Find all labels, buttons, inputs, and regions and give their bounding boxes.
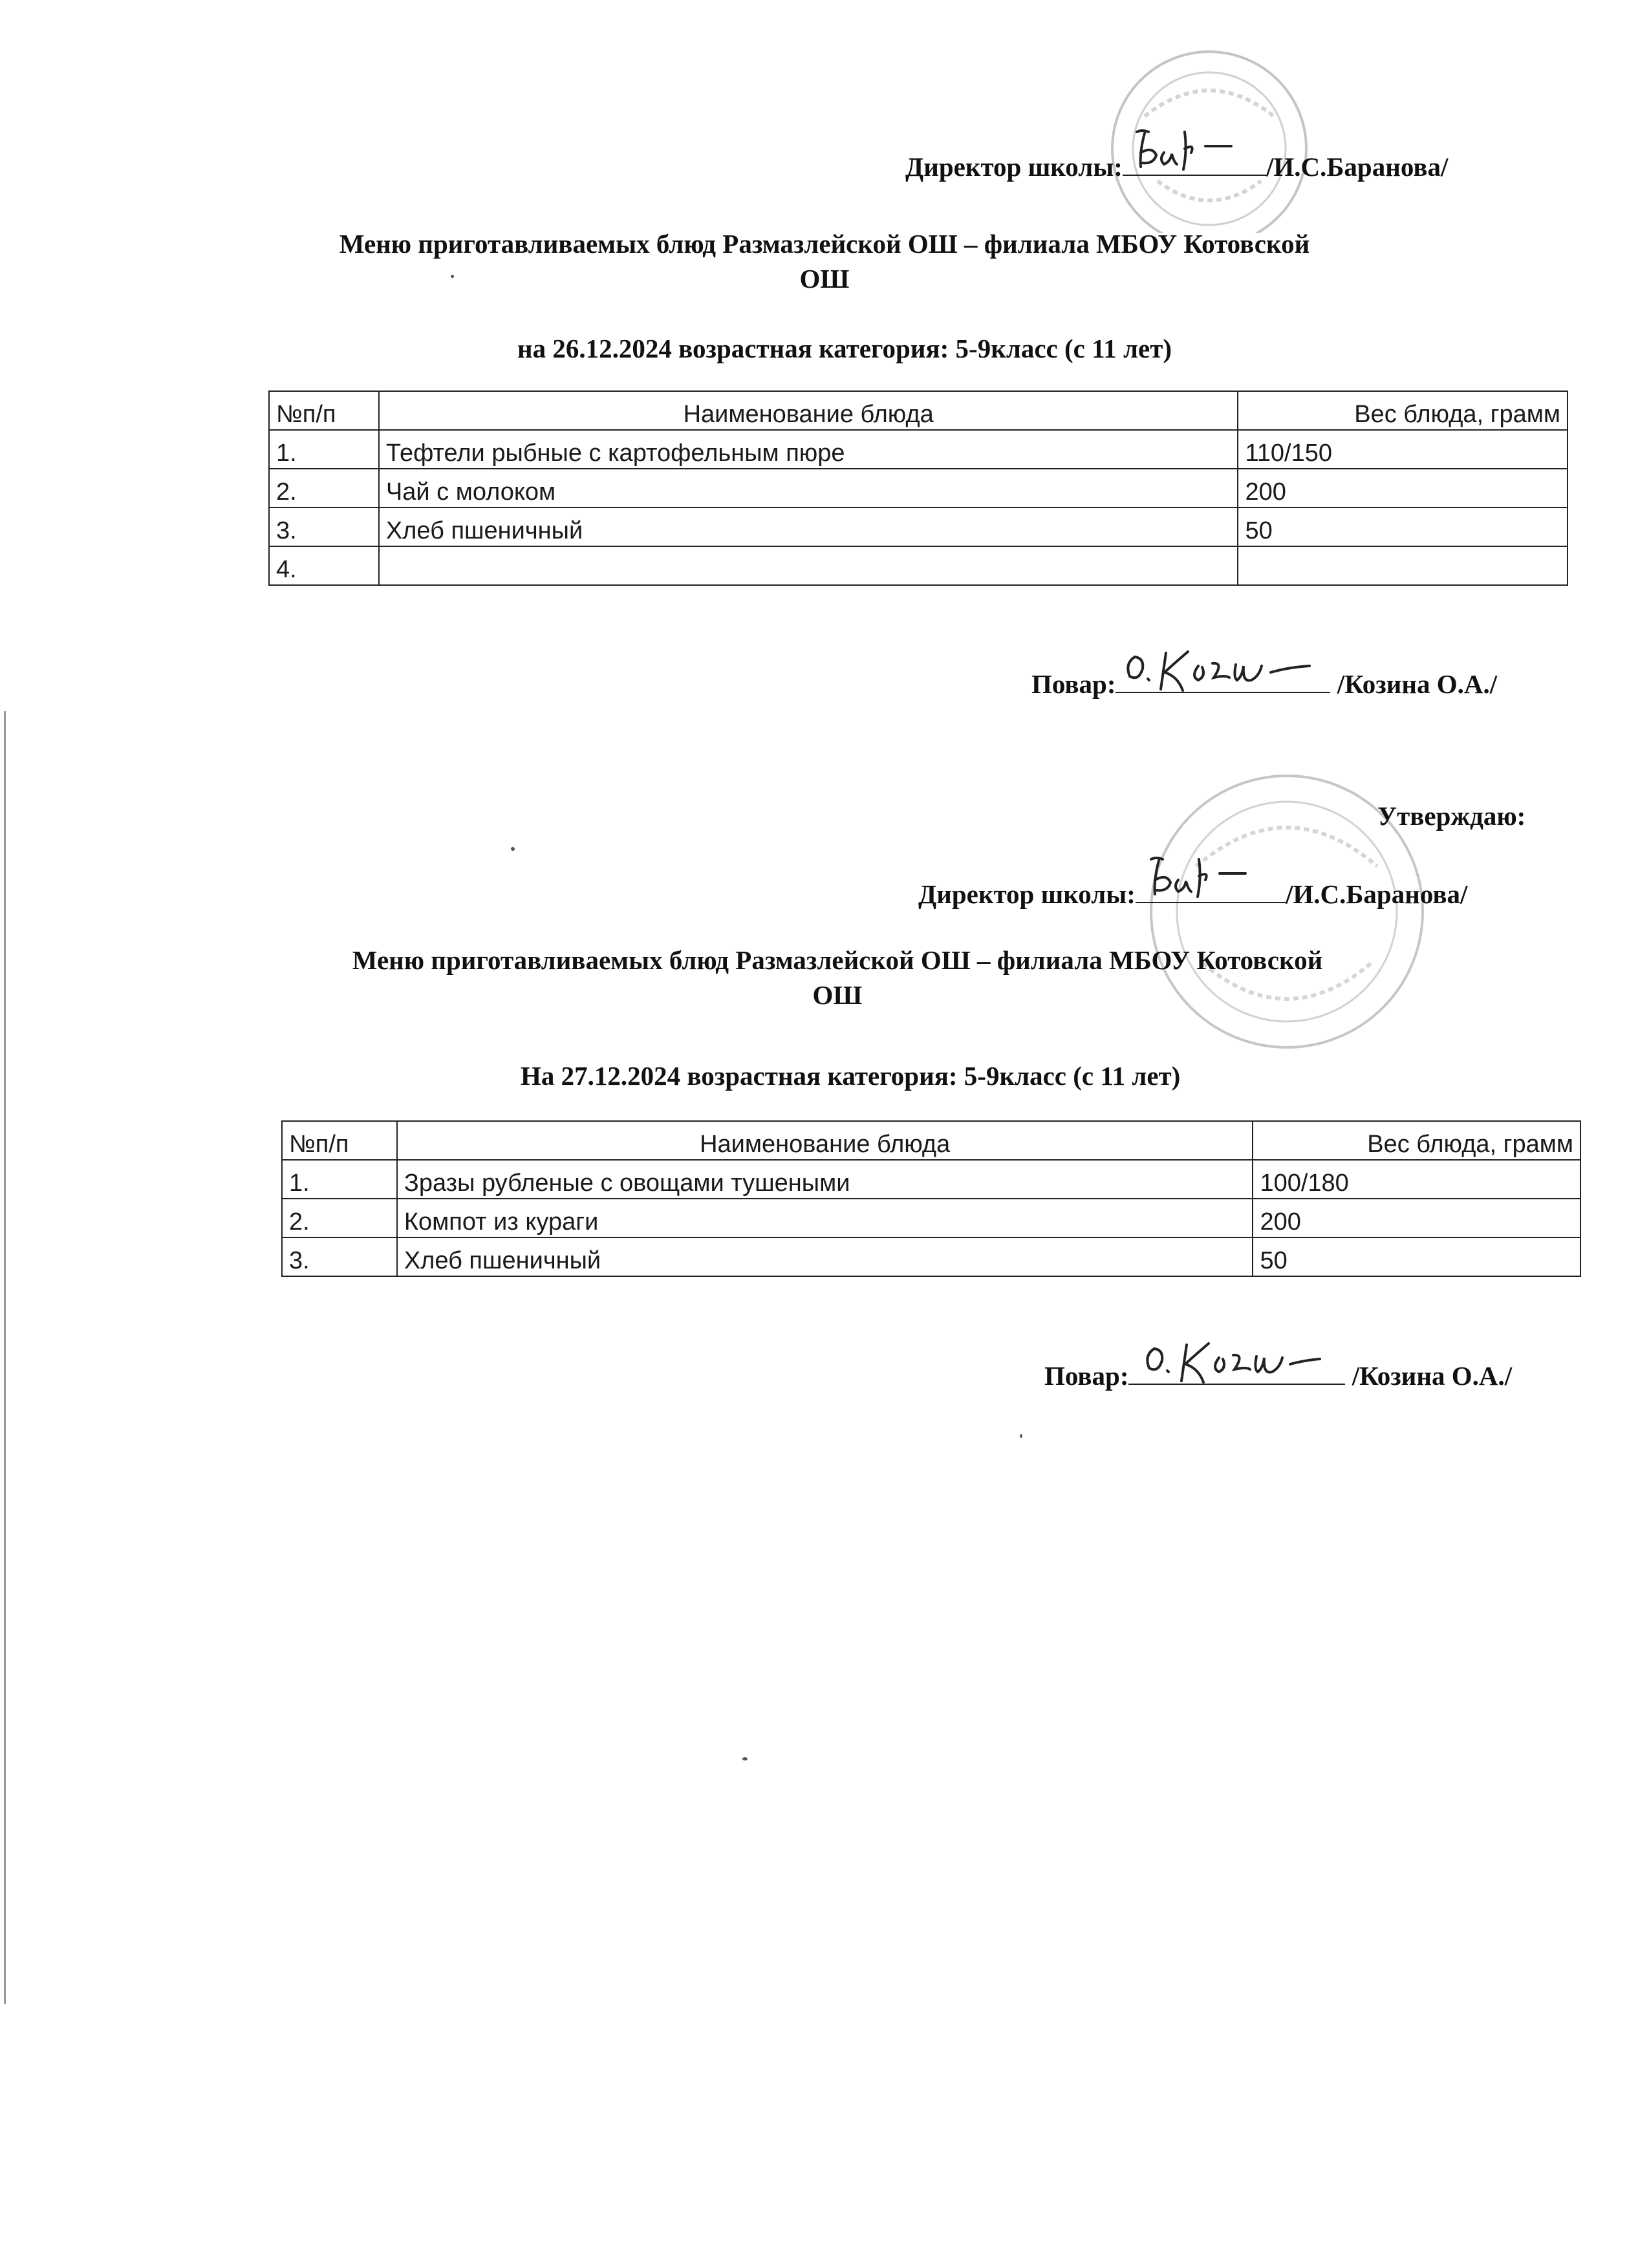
dish-weight: 50 [1253, 1237, 1580, 1276]
table-row [282, 1199, 1580, 1237]
dish-weight: 100/180 [1253, 1160, 1580, 1199]
signature-line [1123, 149, 1266, 176]
table-row [269, 469, 1568, 508]
dish-weight: 200 [1238, 469, 1568, 508]
scan-speck [742, 1757, 748, 1760]
dish-name: Зразы рубленые с овощами тушеными [397, 1160, 1253, 1199]
menu-date-line: на 26.12.2024 возрастная категория: 5-9класс (с 11 лет) [517, 334, 1172, 363]
director-name: /И.С.Баранова/ [1285, 879, 1468, 909]
cook-label: Повар: [1031, 669, 1116, 699]
row-number: 2. [282, 1199, 397, 1237]
table-row [269, 546, 1568, 585]
director-label: Директор школы: [905, 152, 1123, 182]
dish-name: Тефтели рыбные с картофельным пюре [379, 430, 1238, 469]
scan-edge-line [4, 711, 6, 2004]
approve-label: Утверждаю: [1377, 801, 1526, 831]
director-signature [1136, 854, 1286, 906]
col-header-weight: Вес блюда, грамм [1253, 1121, 1580, 1160]
col-header-dish: Наименование блюда [397, 1121, 1253, 1160]
menu-table [268, 390, 1568, 586]
menu-title-line2: ОШ [799, 264, 850, 294]
signature-line [1128, 1358, 1345, 1385]
scan-speck [511, 847, 515, 851]
signature-line [1116, 666, 1330, 693]
cook-name: /Козина О.А./ [1330, 669, 1498, 699]
director-signature [1123, 127, 1266, 178]
dish-weight: 50 [1238, 508, 1568, 546]
col-header-number: №п/п [269, 391, 379, 430]
director-label: Директор школы: [918, 879, 1136, 909]
cook-line [1044, 1358, 1512, 1391]
dish-weight: 200 [1253, 1199, 1580, 1237]
dish-name: Компот из кураги [397, 1199, 1253, 1237]
table-row [269, 430, 1568, 469]
menu-title-line1: Меню приготавливаемых блюд Размазлейской ОШ – филиала МБОУ Котовской [352, 945, 1323, 975]
dish-name: Хлеб пшеничный [379, 508, 1238, 546]
table-header-row [282, 1121, 1580, 1160]
dish-weight: 110/150 [1238, 430, 1568, 469]
cook-line [1031, 666, 1497, 700]
col-header-weight: Вес блюда, грамм [1238, 391, 1568, 430]
dish-name: Чай с молоком [379, 469, 1238, 508]
director-line [905, 149, 1448, 182]
dish-name: Хлеб пшеничный [397, 1237, 1253, 1276]
dish-name [379, 546, 1238, 585]
menu-title-line2: ОШ [812, 980, 863, 1010]
director-name: /И.С.Баранова/ [1266, 152, 1449, 182]
table-row [282, 1160, 1580, 1199]
menu-title-line1: Меню приготавливаемых блюд Размазлейской ОШ – филиала МБОУ Котовской [339, 229, 1310, 259]
cook-signature [1128, 1336, 1345, 1394]
table-row [269, 508, 1568, 546]
cook-name: /Козина О.А./ [1345, 1361, 1513, 1391]
cook-label: Повар: [1044, 1361, 1129, 1391]
col-header-number: №п/п [282, 1121, 397, 1160]
row-number: 3. [282, 1237, 397, 1276]
row-number: 3. [269, 508, 379, 546]
scan-speck [1020, 1434, 1022, 1438]
table-row [282, 1237, 1580, 1276]
director-line [918, 876, 1467, 910]
row-number: 4. [269, 546, 379, 585]
menu-title [129, 226, 1520, 296]
table-header-row [269, 391, 1568, 430]
menu-title [142, 943, 1533, 1012]
dish-weight [1238, 546, 1568, 585]
row-number: 1. [282, 1160, 397, 1199]
row-number: 2. [269, 469, 379, 508]
row-number: 1. [269, 430, 379, 469]
signature-line [1136, 876, 1286, 903]
col-header-dish: Наименование блюда [379, 391, 1238, 430]
menu-date-line: На 27.12.2024 возрастная категория: 5-9класс (с 11 лет) [521, 1061, 1181, 1091]
menu-table [281, 1120, 1581, 1277]
cook-signature [1116, 644, 1330, 702]
